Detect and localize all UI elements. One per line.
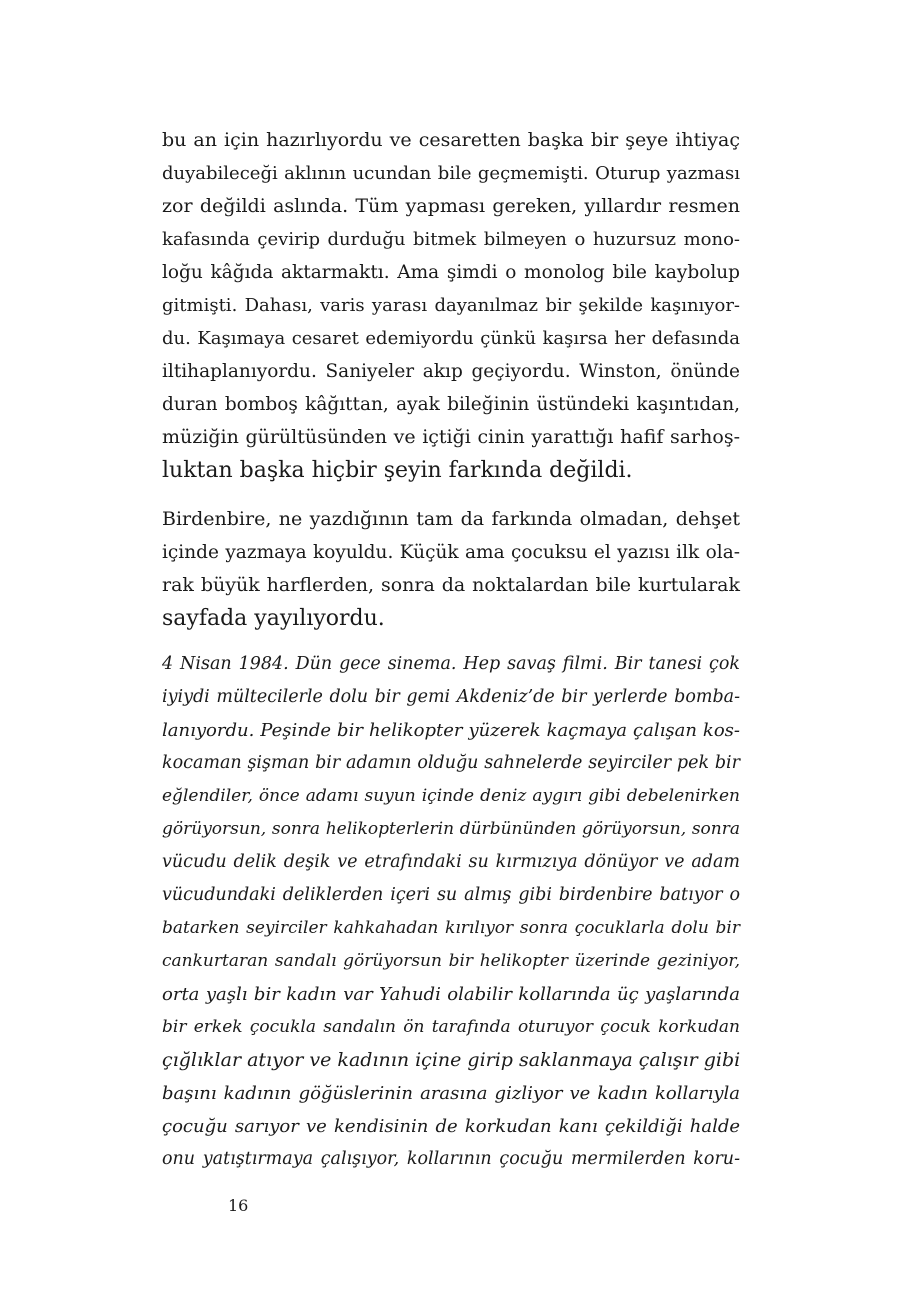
text-line: luktan başka hiçbir şeyin farkında değildi. bbox=[162, 458, 633, 483]
body-paragraph-2 bbox=[162, 503, 740, 635]
text-line: çocuğu sarıyor ve kendisinin de korkudan kanı çekildiği halde bbox=[162, 1116, 740, 1137]
page-number: 16 bbox=[228, 1196, 249, 1215]
text-line: zor değildi aslında. Tüm yapması gereken, yıllardır resmen bbox=[162, 195, 740, 217]
text-line: onu yatıştırmaya çalışıyor, kollarının çocuğu mermilerden koru- bbox=[162, 1149, 740, 1169]
diary-entry-paragraph bbox=[162, 648, 740, 1176]
text-line: bir erkek çocukla sandalın ön tarafında oturuyor çocuk korkudan bbox=[162, 1017, 740, 1037]
text-line: kocaman şişman bir adamın olduğu sahnelerde seyirciler pek bir bbox=[162, 753, 740, 773]
text-line: başını kadının göğüslerinin arasına gizliyor ve kadın kollarıyla bbox=[162, 1083, 740, 1104]
text-line: görüyorsun, sonra helikopterlerin dürbününden görüyorsun, sonra bbox=[162, 819, 740, 839]
text-line: duyabileceği aklının ucundan bile geçmemişti. Oturup yazması bbox=[162, 163, 740, 184]
text-line: batarken seyirciler kahkahadan kırılıyor sonra çocuklarla dolu bir bbox=[162, 918, 740, 938]
text-line: orta yaşlı bir kadın var Yahudi olabilir kollarında üç yaşlarında bbox=[162, 984, 740, 1005]
text-line: cankurtaran sandalı görüyorsun bir helikopter üzerinde geziniyor, bbox=[162, 951, 740, 971]
text-line: du. Kaşımaya cesaret edemiyordu çünkü kaşırsa her defasında bbox=[162, 328, 740, 349]
text-line: lanıyordu. Peşinde bir helikopter yüzerek kaçmaya çalışan kos- bbox=[162, 720, 740, 741]
text-line: iyiydi mültecilerle dolu bir gemi Akdeniz’de bir yerlerde bomba- bbox=[162, 687, 740, 707]
text-line: müziğin gürültüsünden ve içtiği cinin yarattığı hafif sarhoş- bbox=[162, 426, 740, 448]
text-line: loğu kâğıda aktarmaktı. Ama şimdi o monolog bile kaybolup bbox=[162, 262, 740, 283]
text-line: duran bomboş kâğıttan, ayak bileğinin üstündeki kaşıntıdan, bbox=[162, 394, 740, 415]
text-line: vücudu delik deşik ve etrafındaki su kırmızıya dönüyor ve adam bbox=[162, 852, 740, 872]
text-line: gitmişti. Dahası, varis yarası dayanılmaz bir şekilde kaşınıyor- bbox=[162, 295, 740, 316]
text-line: içinde yazmaya koyuldu. Küçük ama çocuksu el yazısı ilk ola- bbox=[162, 542, 740, 563]
text-line: çığlıklar atıyor ve kadının içine girip saklanmaya çalışır gibi bbox=[162, 1049, 741, 1071]
text-line: kafasında çevirip durduğu bitmek bilmeyen o huzursuz mono- bbox=[162, 229, 740, 250]
text-line: eğlendiler, önce adamı suyun içinde deniz aygırı gibi debelenirken bbox=[162, 786, 740, 806]
text-line: iltihaplanıyordu. Saniyeler akıp geçiyordu. Winston, önünde bbox=[162, 361, 740, 382]
text-line: sayfada yayılıyordu. bbox=[162, 606, 385, 631]
text-line: Birdenbire, ne yazdığının tam da farkında olmadan, dehşet bbox=[162, 508, 740, 530]
text-line: bu an için hazırlıyordu ve cesaretten başka bir şeye ihtiyaç bbox=[162, 129, 740, 151]
body-paragraph-1 bbox=[162, 124, 740, 487]
text-line: vücudundaki deliklerden içeri su almış gibi birdenbire batıyor o bbox=[162, 885, 740, 905]
text-line: rak büyük harflerden, sonra da noktalardan bile kurtularak bbox=[162, 574, 740, 596]
text-line: 4 Nisan 1984. Dün gece sinema. Hep savaş filmi. Bir tanesi çok bbox=[162, 654, 740, 674]
